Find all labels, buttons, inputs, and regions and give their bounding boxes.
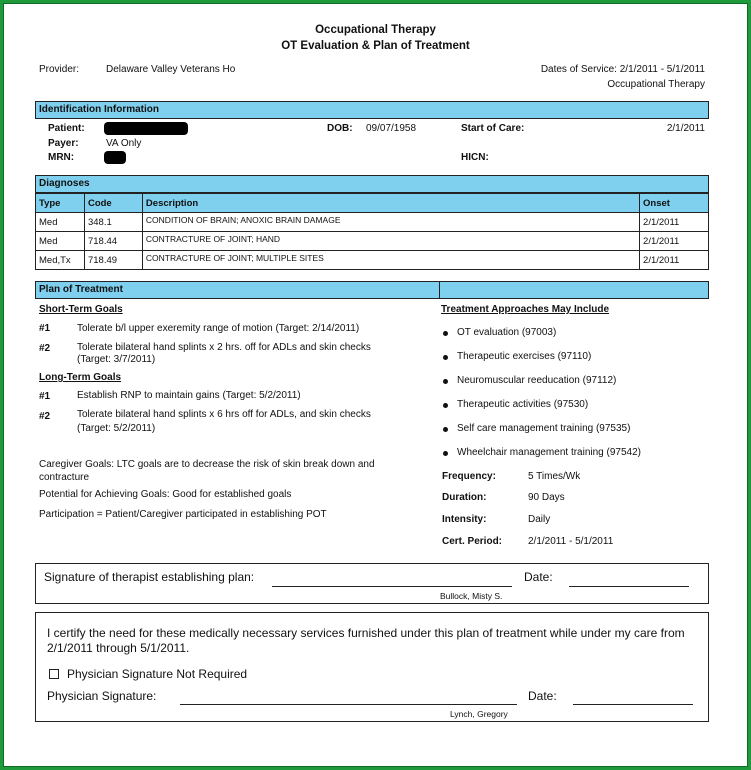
bullet-icon	[443, 427, 448, 432]
diag-description: CONTRACTURE OF JOINT; HAND	[142, 232, 639, 251]
ltg-text: Establish RNP to maintain gains (Target: 5/2/2011)	[77, 390, 301, 401]
short-term-goals-heading: Short-Term Goals	[39, 304, 123, 315]
dates-of-service: Dates of Service: 2/1/2011 - 5/1/2011	[540, 64, 705, 75]
frequency-value: 5 Times/Wk	[528, 471, 581, 482]
diag-code: 718.44	[84, 232, 142, 251]
caregiver-goals: Caregiver Goals: LTC goals are to decrease the risk of skin break down and	[39, 459, 375, 470]
bullet-icon	[443, 451, 448, 456]
dob-value: 09/07/1958	[366, 123, 417, 134]
patient-label: Patient:	[48, 123, 85, 134]
bullet-icon	[443, 379, 448, 384]
diag-type: Med	[36, 232, 85, 251]
col-header: Code	[84, 194, 142, 213]
identification-bar: Identification Information	[35, 101, 709, 119]
bullet-icon	[443, 403, 448, 408]
diag-onset: 2/1/2011	[640, 213, 709, 232]
therapist-signature-label: Signature of therapist establishing plan:	[44, 570, 255, 584]
diag-description: CONTRACTURE OF JOINT; MULTIPLE SITES	[142, 251, 639, 270]
not-required-label: Physician Signature Not Required	[67, 667, 248, 681]
discipline: Occupational Therapy	[607, 79, 705, 90]
form-title: Occupational Therapy	[315, 24, 436, 36]
duration-value: 90 Days	[528, 492, 565, 503]
physician-name: Lynch, Gregory	[450, 709, 508, 719]
intensity-label: Intensity:	[442, 514, 487, 525]
approach-item: Neuromuscular reeducation (97112)	[457, 375, 617, 386]
col-header: Description	[142, 194, 639, 213]
diag-onset: 2/1/2011	[640, 232, 709, 251]
hicn-label: HICN:	[461, 152, 489, 163]
physician-date-label: Date:	[528, 689, 557, 703]
ltg-text-cont: (Target: 5/2/2011)	[77, 423, 156, 434]
long-term-goals-heading: Long-Term Goals	[39, 372, 122, 383]
diagnoses-bar: Diagnoses	[35, 175, 709, 193]
bullet-icon	[443, 331, 448, 336]
ltg-number: #1	[39, 391, 51, 402]
not-required-checkbox[interactable]	[49, 669, 59, 679]
provider-value: Delaware Valley Veterans Ho	[106, 64, 236, 75]
mrn-label: MRN:	[48, 152, 75, 163]
therapist-date-label: Date:	[524, 570, 553, 584]
approach-item: Therapeutic exercises (97110)	[457, 351, 592, 362]
table-row	[36, 251, 709, 270]
plan-bar-right	[439, 281, 709, 299]
diag-description: CONDITION OF BRAIN; ANOXIC BRAIN DAMAGE	[142, 213, 639, 232]
participation: Participation = Patient/Caregiver participated in establishing POT	[39, 509, 327, 520]
bullet-icon	[443, 355, 448, 360]
form-subtitle: OT Evaluation & Plan of Treatment	[281, 40, 470, 52]
diag-type: Med	[36, 213, 85, 232]
payer-value: VA Only	[106, 138, 142, 149]
diag-code: 718.49	[84, 251, 142, 270]
dob-label: DOB:	[327, 123, 353, 134]
stg-text-cont: (Target: 3/7/2011)	[77, 354, 156, 365]
diag-code: 348.1	[84, 213, 142, 232]
approach-item: Therapeutic activities (97530)	[457, 399, 589, 410]
physician-signature-line[interactable]	[180, 704, 517, 705]
table-row	[36, 232, 709, 251]
certification-text: I certify the need for these medically necessary services furnished under this plan of treatment while under my care from	[47, 626, 685, 640]
approach-item: OT evaluation (97003)	[457, 327, 557, 338]
approach-item: Wheelchair management training (97542)	[457, 447, 641, 458]
therapist-signature-line[interactable]	[272, 586, 512, 587]
duration-label: Duration:	[442, 492, 487, 503]
stg-text: Tolerate bilateral hand splints x 2 hrs. off for ADLs and skin checks	[77, 342, 371, 353]
therapist-date-line[interactable]	[569, 586, 689, 587]
ltg-text: Tolerate bilateral hand splints x 6 hrs off for ADLs, and skin checks	[77, 409, 371, 420]
mrn-redaction	[104, 151, 126, 164]
diag-onset: 2/1/2011	[640, 251, 709, 270]
col-header: Onset	[640, 194, 709, 213]
physician-date-line[interactable]	[573, 704, 693, 705]
stg-number: #1	[39, 323, 51, 334]
intensity-value: Daily	[528, 514, 551, 525]
certification-text-cont: 2/1/2011 through 5/1/2011.	[47, 641, 190, 655]
table-row	[36, 213, 709, 232]
start-of-care-value: 2/1/2011	[666, 123, 705, 134]
start-of-care-label: Start of Care:	[461, 123, 525, 134]
ltg-number: #2	[39, 411, 51, 422]
cert-period-label: Cert. Period:	[442, 536, 503, 547]
stg-text: Tolerate b/l upper exeremity range of motion (Target: 2/14/2011)	[77, 323, 360, 334]
plan-bar: Plan of Treatment	[35, 281, 440, 299]
cert-period-value: 2/1/2011 - 5/1/2011	[528, 536, 614, 547]
patient-redaction	[104, 122, 188, 135]
potential-for-goals: Potential for Achieving Goals: Good for established goals	[39, 489, 292, 500]
diagnoses-table	[35, 193, 709, 270]
stg-number: #2	[39, 343, 51, 354]
frequency-label: Frequency:	[442, 471, 496, 482]
col-header: Type	[36, 194, 85, 213]
provider-label: Provider:	[39, 64, 80, 75]
physician-signature-label: Physician Signature:	[47, 689, 157, 703]
caregiver-goals-cont: contracture	[39, 472, 90, 483]
approach-item: Self care management training (97535)	[457, 423, 631, 434]
approaches-heading: Treatment Approaches May Include	[441, 304, 610, 315]
payer-label: Payer:	[48, 138, 79, 149]
diagnoses-header-row	[36, 194, 709, 213]
diag-type: Med,Tx	[36, 251, 85, 270]
therapist-name: Bullock, Misty S.	[440, 591, 503, 601]
